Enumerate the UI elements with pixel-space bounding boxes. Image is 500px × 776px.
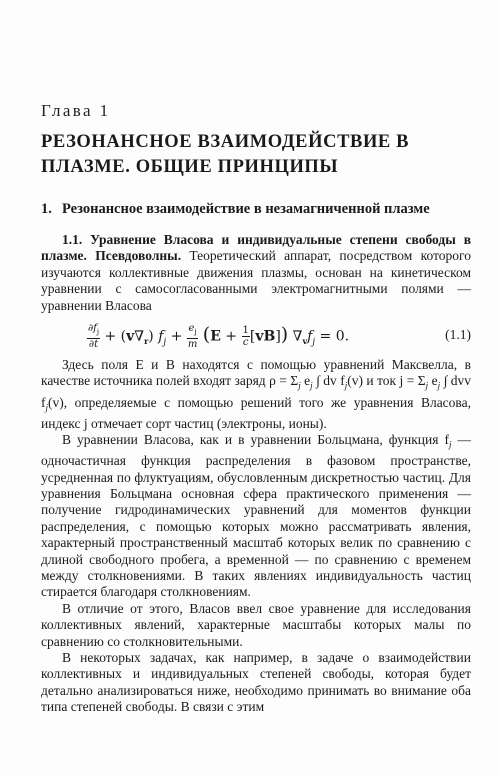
chapter-label: Глава 1: [41, 101, 111, 120]
equation-formula: $\frac{\partial f_j}{\partial t}$ + $(v\nabla_r) f_j$ + $\frac{e_j}{m}$ (E + $\frac{1}{c}$ [vB]) $\nabla_vf_j = 0$.: [88, 323, 350, 351]
subsection-title: 1.1. Уравнение Власова и индивидуальные степени свободы в плазме. Псевдоволны.: [41, 232, 471, 264]
paragraph-2: Здесь поля E и B находятся с помощью уравнений Максвелла, в качестве источника полей входят заряд $\rho = \Sigma_j$ $e_j$ ∫ dv $f_j(v)$ и ток $j = \Sigma_j$ $e_j$ ∫ dvv $f_j(v)$, определяемые с помощью решений того же уравнения Власова, индекс j отмечает сорт частиц (электроны, ионы).: [41, 357, 471, 431]
section-title: Резонансное взаимодействие в незамагниченной плазме: [62, 201, 430, 217]
body-text: [41, 232, 471, 716]
chapter-title: РЕЗОНАНСНОЕ ВЗАИМОДЕЙСТВИЕ В ПЛАЗМЕ. ОБЩИЕ ПРИНЦИПЫ: [41, 132, 410, 177]
paragraph-1-text: Теоретический аппарат, посредством которого изучаются коллективные движения плазмы, основан на кинетическом уравнении с самосогласованными электромагнитными полями — уравнении Власова: [41, 248, 471, 313]
paragraph-5: В некоторых задачах, как например, в задаче о взаимодействии коллективных и индивидуальных степеней свободы, которая будет детально анализироваться ниже, необходимо принимать во внимание оба типа степеней свободы. В связи с этим: [41, 650, 471, 715]
paragraph-4: В отличие от этого, Власов ввел свое уравнение для исследования коллективных явлений, характерные масштабы которых малы по сравнению со столкновительными.: [41, 600, 471, 649]
equation-number: (1.1): [445, 327, 471, 343]
paragraph-1: [41, 232, 471, 314]
paragraph-3: В уравнении Власова, как и в уравнении Больцмана, функция $f_j$ — одночастичная функция распределения в фазовом пространстве, усредненная по флуктуациям, обусловленным дискретностью частиц. Для уравнения Больцмана основная сфера практического применения — получение гидродинамических уравнений для моментов функции распределения, с помощью которых можно рассматривать явления, характерный пространственный масштаб которых велик по сравнению с длиной свободного пробега, а временной — по сравнению с временем между столкновениями. В таких явлениях индивидуальность частиц стирается благодаря столкновениям.: [41, 432, 472, 600]
section-number: 1.: [41, 201, 52, 217]
vlasov-equation: [41, 318, 471, 354]
